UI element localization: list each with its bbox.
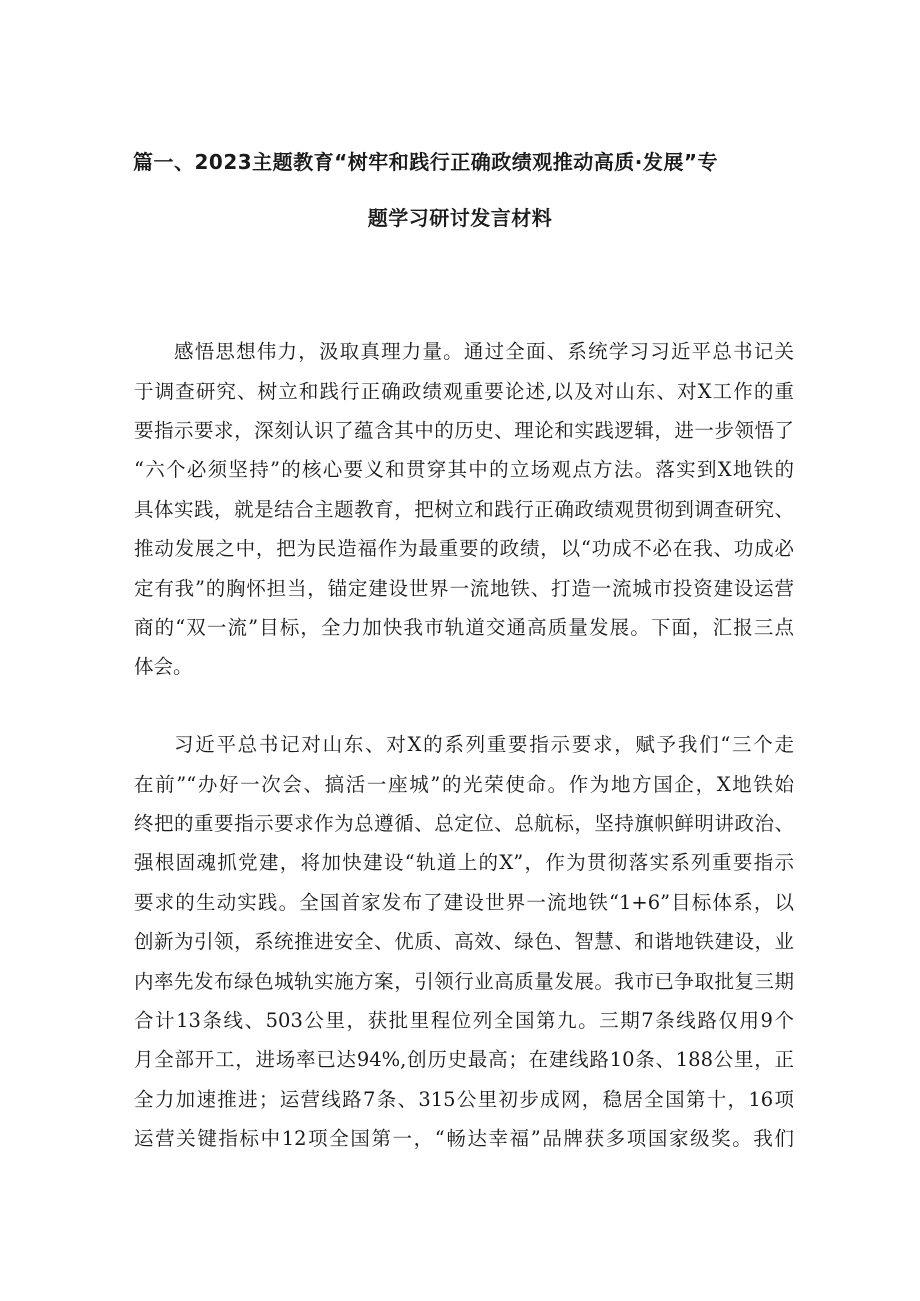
paragraph-line: 终把的重要指示要求作为总遵循、总定位、总航标，坚持旗帜鲜明讲政治、 bbox=[134, 812, 794, 835]
paragraph-line: “六个必须坚持”的核心要义和贯穿其中的立场观点方法。落实到X地铁的 bbox=[134, 458, 794, 481]
paragraph-line: 习近平总书记对山东、对X的系列重要指示要求，赋予我们“三个走 bbox=[174, 733, 794, 756]
paragraph-line: 强根固魂抓党建，将加快建设“轨道上的X”，作为贯彻落实系列重要指示 bbox=[134, 851, 794, 874]
paragraph-line: 要指示要求，深刻认识了蕴含其中的历史、理论和实践逻辑，进一步领悟了 bbox=[134, 419, 794, 442]
paragraph-line: 体会。 bbox=[134, 655, 193, 678]
paragraph-line: 月全部开工，进场率已达94%,创历史最高；在建线路10条、188公里，正 bbox=[134, 1048, 794, 1071]
paragraph-line: 推动发展之中，把为民造福作为最重要的政绩，以“功成不必在我、功成必 bbox=[134, 537, 794, 560]
paragraph-line: 感悟思想伟力，汲取真理力量。通过全面、系统学习习近平总书记关 bbox=[174, 340, 794, 363]
paragraph-line: 商的“双一流”目标，全力加快我市轨道交通高质量发展。下面，汇报三点 bbox=[134, 616, 794, 639]
document-title-line-2: 题学习研讨发言材料 bbox=[367, 206, 553, 230]
paragraph-line: 运营关键指标中12项全国第一，“畅达幸福”品牌获多项国家级奖。我们 bbox=[134, 1127, 794, 1150]
paragraph-line: 内率先发布绿色城轨实施方案，引领行业高质量发展。我市已争取批复三期 bbox=[134, 970, 794, 993]
paragraph-line: 合计13条线、503公里，获批里程位列全国第九。三期7条线路仅用9个 bbox=[134, 1009, 794, 1032]
paragraph-line: 在前”“办好一次会、搞活一座城”的光荣使命。作为地方国企，X地铁始 bbox=[134, 773, 794, 796]
paragraph-line: 全力加速推进；运营线路7条、315公里初步成网，稳居全国第十，16项 bbox=[134, 1088, 794, 1111]
paragraph-line: 创新为引领，系统推进安全、优质、高效、绿色、智慧、和谐地铁建设，业 bbox=[134, 930, 794, 953]
paragraph-line: 定有我”的胸怀担当，锚定建设世界一流地铁、打造一流城市投资建设运营 bbox=[134, 577, 794, 600]
paragraph-line: 要求的生动实践。全国首家发布了建设世界一流地铁“1+6”目标体系，以 bbox=[134, 891, 794, 914]
paragraph-line: 具体实践，就是结合主题教育，把树立和践行正确政绩观贯彻到调查研究、 bbox=[134, 498, 794, 521]
document-title-line-1: 篇一、2023主题教育“树牢和践行正确政绩观推动高质·发展”专 bbox=[133, 150, 719, 174]
paragraph-line: 于调查研究、树立和践行正确政绩观重要论述,以及对山东、对X工作的重 bbox=[134, 380, 794, 403]
